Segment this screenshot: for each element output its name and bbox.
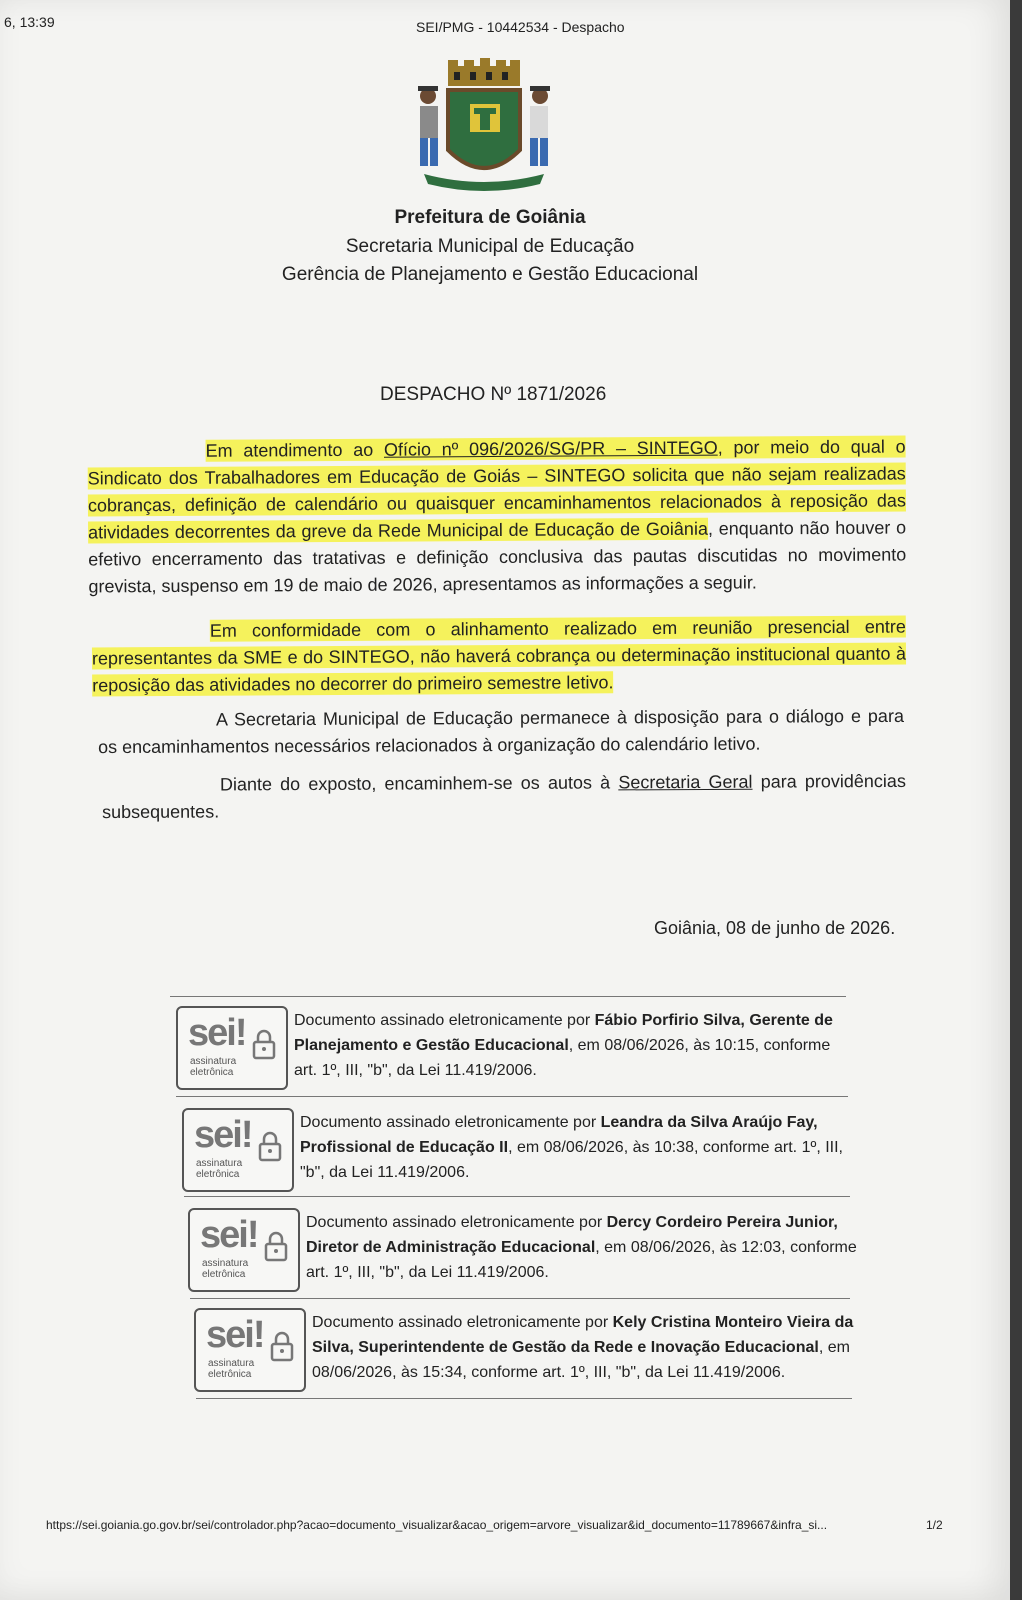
paragraph-1: Em atendimento ao Ofício nº 096/2026/SG/PR – SINTEGO, por meio do qual o Sindicato dos Trabalhadores em Educação de Goiás – SINTEGO solicita que não sejam realizadas cobranças, definição de calendário ou quaisquer encaminhamentos relacionados à reposição das atividades decorrentes da greve da Rede Municipal de Educação de Goiânia, enquanto não houver o efetivo encerramento das tratativas e definição conclusiva das pautas discutidas no movimento grevista, suspenso em 19 de maio de 2026, apresentamos as informações a seguir. — [87, 436, 907, 597]
highlighted-text: Em conformidade com o alinhamento realizado em reunião presencial entre representantes da SME e do SINTEGO, não haverá cobrança ou determinação institucional quanto à reposição das atividades no decorrer do primeiro semestre letivo. — [91, 616, 907, 696]
divider — [190, 1298, 850, 1299]
sei-signature-stamp: sei! assinatura eletrônica — [182, 1108, 294, 1192]
highlighted-text: Em atendimento ao Ofício nº 096/2026/SG/PR – SINTEGO, por meio do qual o Sindicato dos Trabalhadores em Educação de Goiás – SINTEGO solicita que não sejam realizadas cobranças, definição de calendário ou quaisquer encaminhamentos relacionados à reposição das atividades decorrentes da greve da Rede Municipal de Educação de Goiânia — [87, 436, 906, 543]
sei-signature-stamp: sei! assinatura eletrônica — [176, 1006, 288, 1090]
oficio-link[interactable]: Ofício nº 096/2026/SG/PR – SINTEGO — [383, 437, 718, 460]
padlock-icon — [252, 1028, 276, 1060]
padlock-icon — [270, 1330, 294, 1362]
page-number: 1/2 — [926, 1518, 943, 1532]
signature-block — [182, 1108, 862, 1198]
signature-text: Documento assinado eletronicamente por Dercy Cordeiro Pereira Junior, Diretor de Administração Educacional, em 08/06/2026, às 12:03, conforme art. 1º, III, "b", da Lei 11.419/2006. — [306, 1214, 857, 1281]
document-title: DESPACHO Nº 1871/2026 — [380, 384, 607, 405]
divider — [196, 1398, 852, 1399]
secretaria-geral-link[interactable]: Secretaria Geral — [618, 771, 753, 793]
paragraph-2 — [92, 614, 906, 700]
padlock-icon — [258, 1130, 282, 1162]
sei-signature-stamp: sei! assinatura eletrônica — [188, 1208, 300, 1292]
print-header-title: SEI/PMG - 10442534 - Despacho — [416, 19, 625, 35]
signature-text: Documento assinado eletronicamente por Leandra da Silva Araújo Fay, Profissional de Educação II, em 08/06/2026, às 10:38, conforme art. 1º, III, "b", da Lei 11.419/2006. — [300, 1114, 843, 1181]
signature-block — [176, 1006, 856, 1096]
signature-text: Documento assinado eletronicamente por Kely Cristina Monteiro Vieira da Silva, Superintendente de Gestão da Rede e Inovação Educacional, em 08/06/2026, às 15:34, conforme art. 1º, III, "b", da Lei 11.419/2006. — [312, 1314, 854, 1381]
goiania-coat-of-arms-icon — [414, 58, 554, 198]
document-date: Goiânia, 08 de junho de 2026. — [654, 918, 896, 938]
signature-block — [188, 1208, 868, 1298]
paragraph-4: Diante do exposto, encaminhem-se os autos à Secretaria Geral para providências subsequentes. — [102, 770, 906, 823]
org-name: Prefeitura de Goiânia — [394, 207, 586, 228]
padlock-icon — [264, 1230, 288, 1262]
signature-block — [194, 1308, 874, 1398]
divider — [170, 996, 846, 997]
signature-text: Documento assinado eletronicamente por Fábio Porfirio Silva, Gerente de Planejamento e Gestão Educacional, em 08/06/2026, às 10:15, conforme art. 1º, III, "b", da Lei 11.419/2006. — [294, 1012, 833, 1079]
org-department: Gerência de Planejamento e Gestão Educacional — [281, 264, 699, 285]
org-secretariat: Secretaria Municipal de Educação — [345, 236, 635, 257]
footer-url: https://sei.goiania.go.gov.br/sei/controlador.php?acao=documento_visualizar&acao_origem=arvore_visualizar&id_documento=11789667&infra_si... — [46, 1518, 828, 1532]
print-time: 6, 13:39 — [4, 14, 55, 30]
sei-signature-stamp: sei! assinatura eletrônica — [194, 1308, 306, 1392]
paragraph-3: A Secretaria Municipal de Educação permanece à disposição para o diálogo e para os encaminhamentos necessários relacionados à organização do calendário letivo. — [98, 705, 904, 758]
divider — [176, 1096, 848, 1097]
